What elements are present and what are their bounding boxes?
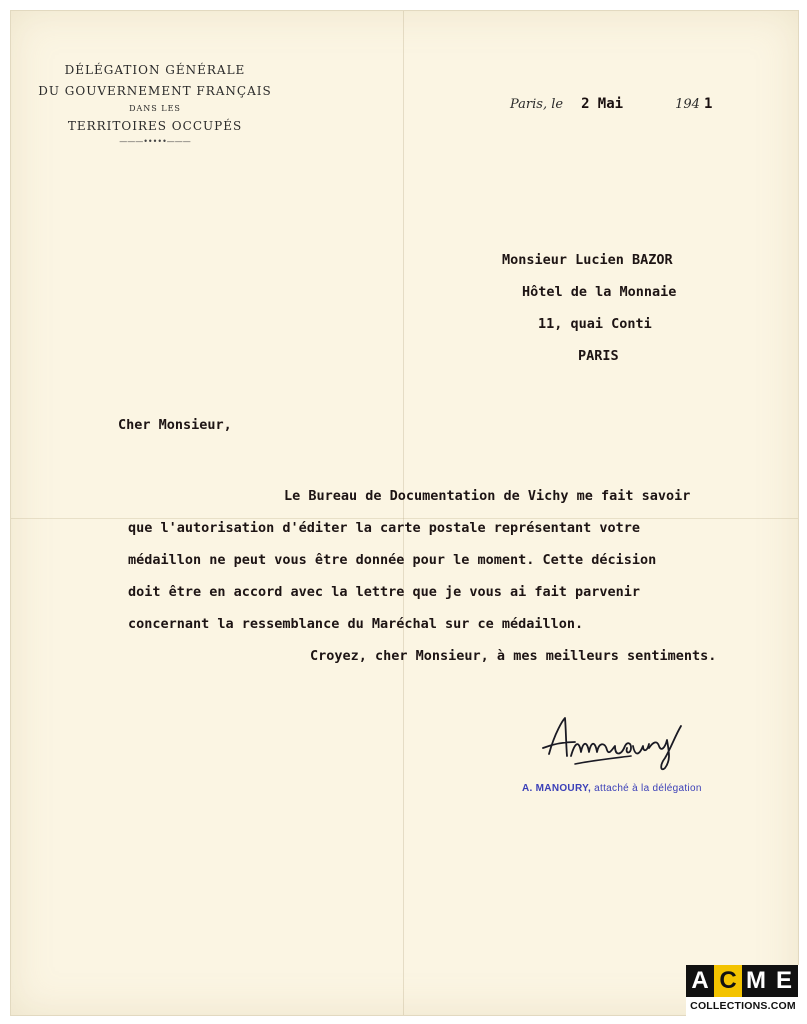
date-year-printed: 194 [675,97,700,112]
logo-letter: E [770,965,798,997]
logo-domain: COLLECTIONS.COM [690,1000,796,1012]
body-line: concernant la ressemblance du Maréchal sur ce médaillon. [128,616,584,632]
letter-sheet [10,10,799,1016]
body-line: doit être en accord avec la lettre que je vous ai fait parvenir [128,584,641,600]
stamp-title: attaché à la délégation [594,783,702,794]
letterhead-line-1: DÉLÉGATION GÉNÉRALE [64,63,246,77]
recipient-city: PARIS [578,348,619,364]
body-line: médaillon ne peut vous être donnée pour le moment. Cette décision [128,552,657,568]
date-day: 2 [581,96,590,112]
body-line: Le Bureau de Documentation de Vichy me fait savoir [284,488,691,504]
letterhead-line-4: TERRITOIRES OCCUPÉS [67,119,243,133]
handwritten-signature [535,712,695,772]
letterhead-line-2: DU GOUVERNEMENT FRANÇAIS [38,84,272,98]
salutation: Cher Monsieur, [118,417,232,433]
date-month: Mai [597,96,624,112]
logo-letter: C [714,965,742,997]
body-line: que l'autorisation d'éditer la carte postale représentant votre [128,520,641,536]
fold-crease-vertical [403,11,404,1015]
closing-line: Croyez, cher Monsieur, à mes meilleurs sentiments. [310,648,717,664]
signatory-stamp [522,783,702,794]
letterhead [30,60,280,147]
logo-letter: A [686,965,714,997]
logo-letter: M [742,965,770,997]
recipient-building: Hôtel de la Monnaie [522,284,677,300]
stamp-name: A. MANOURY, [522,783,592,794]
letterhead-line-3: DANS LES [129,104,181,113]
recipient-name: Monsieur Lucien BAZOR [502,252,673,268]
date-year-typed: 1 [704,96,713,112]
recipient-street: 11, quai Conti [538,316,652,332]
date-place: Paris, le [510,97,564,112]
letterhead-ornament: ———•••••——— [119,137,191,146]
letter-date [510,96,712,112]
acme-collections-logo [686,965,800,1018]
